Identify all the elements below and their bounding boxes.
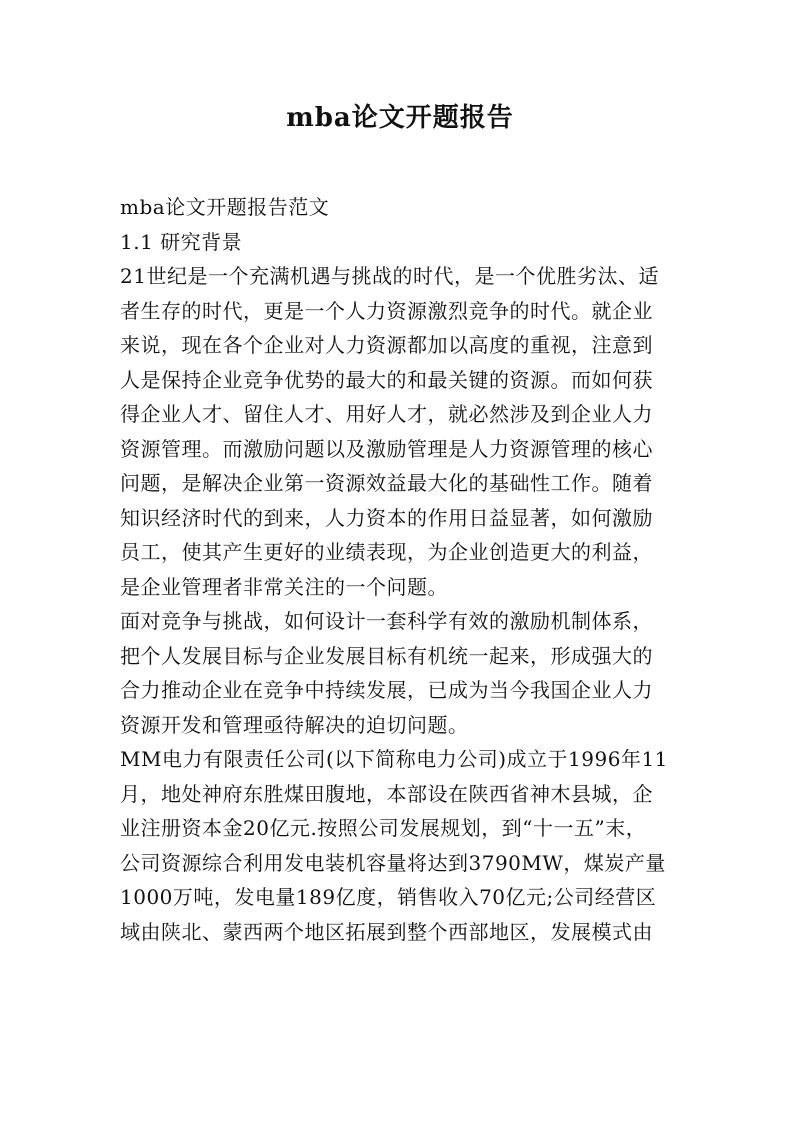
document-subtitle: mba论文开题报告范文 xyxy=(120,195,330,219)
text-line: 来说，现在各个企业对人力资源都加以高度的重视，注意到 xyxy=(120,333,653,357)
text-line: 合力推动企业在竞争中持续发展，已成为当今我国企业人力 xyxy=(120,678,653,702)
text-line: 知识经济时代的到来，人力资本的作用日益显著，如何激励 xyxy=(120,505,653,530)
document-body xyxy=(120,190,686,949)
text-line: 人是保持企业竞争优势的最大的和最关键的资源。而如何获 xyxy=(120,367,653,392)
text-line: 资源管理。而激励问题以及激励管理是人力资源管理的核心 xyxy=(120,436,653,461)
text-line: 问题，是解决企业第一资源效益最大化的基础性工作。随着 xyxy=(120,471,653,495)
paragraph-3 xyxy=(120,742,686,949)
paragraph-1 xyxy=(120,259,686,604)
text-line: 月，地处神府东胜煤田腹地，本部设在陕西省神木县城，企 xyxy=(120,781,653,806)
text-line: 者生存的时代，更是一个人力资源激烈竞争的时代。就企业 xyxy=(120,298,653,323)
text-line: 21世纪是一个充满机遇与挑战的时代，是一个优胜劣汰、适 xyxy=(120,264,659,288)
text-line: MM电力有限责任公司(以下简称电力公司)成立于1996年11 xyxy=(120,747,668,771)
text-line: 得企业人才、留住人才、用好人才，就必然涉及到企业人力 xyxy=(120,402,653,426)
text-line: 把个人发展目标与企业发展目标有机统一起来，形成强大的 xyxy=(120,643,653,668)
section-heading: 1.1 研究背景 xyxy=(120,229,243,254)
text-line: 员工，使其产生更好的业绩表现，为企业创造更大的利益， xyxy=(120,540,653,564)
text-line: 面对竞争与挑战，如何设计一套科学有效的激励机制体系， xyxy=(120,609,653,633)
text-line: 资源开发和管理亟待解决的迫切问题。 xyxy=(120,712,469,737)
text-line: 域由陕北、蒙西两个地区拓展到整个西部地区，发展模式由 xyxy=(120,919,653,944)
paragraph-2 xyxy=(120,604,686,742)
text-line: 业注册资本金20亿元.按照公司发展规划，到“十一五”末， xyxy=(120,816,647,840)
document-title: mba论文开题报告 xyxy=(286,103,514,133)
text-line: 是企业管理者非常关注的一个问题。 xyxy=(120,574,448,599)
text-line: 1000万吨，发电量189亿度，销售收入70亿元;公司经营区 xyxy=(120,885,657,909)
text-line: 公司资源综合利用发电装机容量将达到3790MW，煤炭产量 xyxy=(120,850,666,875)
